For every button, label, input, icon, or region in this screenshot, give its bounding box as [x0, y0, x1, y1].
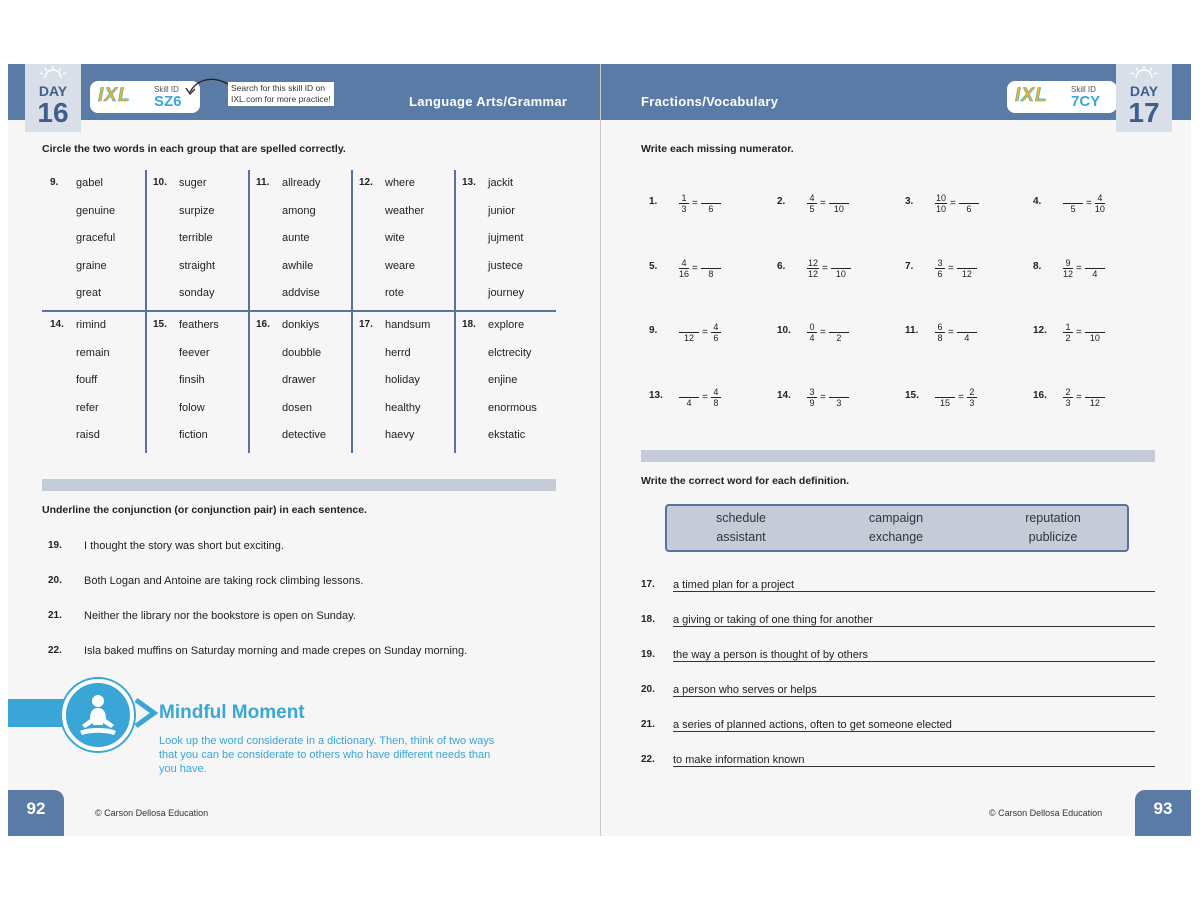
spelling-word[interactable]: junior — [488, 204, 515, 217]
blank-fraction[interactable] — [829, 193, 849, 214]
word-bank-item: assistant — [716, 530, 766, 544]
skill-id-label: Skill ID — [1071, 85, 1096, 94]
sun-rays-icon — [39, 65, 67, 79]
grid-divider-horizontal — [42, 310, 556, 312]
blank-fraction[interactable] — [829, 322, 849, 343]
fraction — [679, 193, 689, 214]
instruction-spelling: Circle the two words in each group that are spelled correctly. — [42, 143, 346, 155]
equals-sign: = — [820, 326, 826, 338]
problem-number: 4. — [1033, 196, 1042, 207]
fraction — [967, 387, 977, 408]
numerator: 3 — [807, 387, 817, 398]
meditation-person-icon — [66, 683, 130, 747]
denominator: 15 — [939, 397, 950, 408]
numerator: 2 — [1063, 387, 1073, 398]
definition-number: 22. — [641, 754, 655, 765]
spelling-word[interactable]: rote — [385, 287, 404, 299]
spelling-word[interactable]: weather — [385, 204, 425, 217]
numerator[interactable] — [679, 322, 699, 333]
fraction-equation — [807, 253, 851, 283]
denominator: 12 — [1089, 397, 1100, 408]
definition-text: the way a person is thought of by others — [673, 649, 872, 661]
group-number: 11. — [256, 177, 270, 188]
definition-text: to make information known — [673, 754, 808, 766]
spelling-word[interactable]: holiday — [385, 374, 420, 386]
copyright: © Carson Dellosa Education — [95, 808, 209, 818]
fraction-equation — [1063, 317, 1105, 347]
spelling-word[interactable]: wite — [385, 232, 405, 244]
numerator: 4 — [1095, 193, 1105, 204]
equals-sign: = — [1076, 391, 1082, 403]
equals-sign: = — [1076, 326, 1082, 338]
definition-item — [641, 579, 1155, 595]
denominator: 8 — [713, 397, 719, 408]
sentence-number: 19. — [48, 540, 62, 551]
skill-note-line1: Search for this skill ID on — [231, 83, 326, 93]
denominator: 5 — [1070, 203, 1076, 214]
spelling-word[interactable]: justece — [488, 259, 523, 272]
problem-number: 5. — [649, 261, 658, 272]
spelling-word[interactable]: weare — [385, 259, 415, 272]
denominator: 3 — [1065, 397, 1071, 408]
group-number: 12. — [359, 177, 373, 188]
spelling-word[interactable]: detective — [282, 429, 327, 441]
group-number: 15. — [153, 319, 167, 330]
equals-sign: = — [820, 391, 826, 403]
sentence-text[interactable]: I thought the story was short but exciting. — [84, 540, 284, 552]
spelling-word[interactable]: refer — [76, 401, 99, 414]
denominator: 4 — [809, 332, 815, 343]
spelling-word[interactable]: journey — [488, 287, 525, 299]
spelling-word[interactable]: genuine — [76, 204, 116, 217]
spelling-word[interactable]: allready — [282, 177, 321, 189]
denominator: 3 — [969, 397, 975, 408]
ixl-logo: IXL — [98, 85, 131, 106]
numerator: 1 — [1063, 322, 1073, 333]
spelling-word[interactable]: terrible — [179, 232, 213, 244]
problem-number: 14. — [777, 390, 791, 401]
skill-note-line2: IXL.com for more practice! — [231, 94, 331, 104]
spelling-word[interactable]: jujment — [488, 232, 524, 244]
answer-line[interactable] — [673, 731, 1155, 732]
blank-fraction[interactable] — [701, 258, 721, 279]
denominator: 6 — [966, 203, 972, 214]
denominator: 10 — [1089, 332, 1100, 343]
spelling-word[interactable]: doubble — [282, 346, 322, 359]
chevron-right-icon — [132, 698, 160, 728]
numerator[interactable] — [1085, 258, 1105, 269]
denominator: 4 — [1092, 268, 1098, 279]
fraction — [711, 387, 721, 408]
group-number: 13. — [462, 177, 476, 188]
day-badge-16 — [25, 64, 81, 132]
spelling-word[interactable]: feathers — [179, 319, 219, 331]
answer-line[interactable] — [673, 696, 1155, 697]
definition-number: 20. — [641, 684, 655, 695]
numerator[interactable] — [959, 193, 979, 204]
equals-sign: = — [1086, 197, 1092, 209]
day-label: DAY — [38, 83, 68, 99]
problem-number: 3. — [905, 196, 914, 207]
answer-line[interactable] — [673, 591, 1155, 592]
sun-rays-icon — [1130, 65, 1158, 79]
numerator: 0 — [807, 322, 817, 333]
denominator: 5 — [809, 203, 815, 214]
problem-number: 6. — [777, 261, 786, 272]
spelling-word[interactable]: fouff — [76, 374, 98, 386]
spelling-word[interactable]: herrd — [385, 346, 411, 359]
denominator: 8 — [708, 268, 714, 279]
word-bank-item: reputation — [1025, 511, 1081, 525]
numerator[interactable] — [829, 387, 849, 398]
denominator: 16 — [679, 268, 690, 279]
fraction-equation — [679, 317, 721, 347]
fraction-equation — [1063, 188, 1105, 218]
spelling-word[interactable]: remain — [76, 346, 110, 359]
fraction-equation — [807, 382, 849, 412]
section-divider — [641, 450, 1155, 462]
denominator: 10 — [1094, 203, 1105, 214]
fraction-equation — [807, 317, 849, 347]
denominator: 2 — [836, 332, 842, 343]
page-number: 92 — [8, 790, 64, 836]
spelling-word[interactable]: great — [76, 287, 102, 299]
equals-sign: = — [692, 197, 698, 209]
definition-number: 21. — [641, 719, 655, 730]
group-number: 17. — [359, 319, 373, 330]
definition-item — [641, 614, 1155, 630]
blank-fraction[interactable] — [831, 258, 851, 279]
instruction-fractions: Write each missing numerator. — [641, 143, 794, 155]
definition-item — [641, 719, 1155, 735]
numerator: 4 — [711, 387, 721, 398]
answer-line[interactable] — [673, 766, 1155, 767]
fraction — [935, 322, 945, 343]
day-number: 17 — [1128, 97, 1160, 128]
equals-sign: = — [948, 262, 954, 274]
fraction — [711, 322, 721, 343]
spelling-word[interactable]: dosen — [282, 401, 312, 414]
copyright: © Carson Dellosa Education — [989, 808, 1103, 818]
sentence-number: 21. — [48, 610, 62, 621]
problem-number: 12. — [1033, 325, 1047, 336]
denominator: 8 — [937, 332, 943, 343]
problem-number: 9. — [649, 325, 658, 336]
denominator: 12 — [961, 268, 972, 279]
numerator[interactable] — [831, 258, 851, 269]
group-number: 14. — [50, 319, 64, 330]
spelling-word[interactable]: sonday — [179, 287, 215, 299]
instruction-vocabulary: Write the correct word for each definition. — [641, 475, 850, 487]
fraction — [1063, 322, 1073, 343]
blank-fraction[interactable] — [679, 322, 699, 343]
spelling-word[interactable]: drawer — [282, 374, 316, 386]
spelling-word[interactable]: donkiys — [282, 319, 320, 331]
definition-item — [641, 754, 1155, 770]
spelling-word[interactable]: handsum — [385, 319, 431, 331]
header-title: Fractions/Vocabulary — [641, 94, 779, 109]
equals-sign: = — [1076, 262, 1082, 274]
numerator[interactable] — [1085, 387, 1105, 398]
skill-note — [228, 82, 334, 106]
denominator: 3 — [836, 397, 842, 408]
header-title: Language Arts/Grammar — [409, 94, 568, 109]
spelling-word[interactable]: aunte — [282, 232, 310, 244]
definition-text: a giving or taking of one thing for another — [673, 614, 877, 626]
skill-id-label: Skill ID — [154, 85, 179, 94]
definition-number: 19. — [641, 649, 655, 660]
page-number: 93 — [1135, 790, 1191, 836]
numerator: 4 — [711, 322, 721, 333]
numerator[interactable] — [701, 258, 721, 269]
spelling-word[interactable]: enjine — [488, 374, 518, 386]
fraction — [679, 258, 689, 279]
equals-sign: = — [702, 391, 708, 403]
numerator[interactable] — [679, 387, 699, 398]
spelling-word[interactable]: surpize — [179, 204, 215, 217]
answer-line[interactable] — [673, 626, 1155, 627]
fraction-equation — [935, 253, 977, 283]
problem-number: 10. — [777, 325, 791, 336]
definition-number: 17. — [641, 579, 655, 590]
fraction — [807, 322, 817, 343]
spelling-word[interactable]: suger — [179, 177, 207, 189]
definition-item — [641, 649, 1155, 665]
denominator: 4 — [964, 332, 970, 343]
denominator: 2 — [1065, 332, 1071, 343]
blank-fraction[interactable] — [679, 387, 699, 408]
blank-fraction[interactable] — [1085, 258, 1105, 279]
fraction — [807, 193, 817, 214]
day-badge-17 — [1116, 64, 1172, 132]
definition-text: a series of planned actions, often to get someone elected — [673, 719, 956, 731]
spelling-word[interactable]: straight — [179, 259, 216, 272]
spelling-word[interactable]: folow — [179, 401, 205, 414]
numerator[interactable] — [829, 193, 849, 204]
numerator[interactable] — [1063, 193, 1083, 204]
denominator: 6 — [937, 268, 943, 279]
fraction-equation — [679, 253, 721, 283]
word-bank-item: schedule — [715, 511, 767, 525]
problem-number: 7. — [905, 261, 914, 272]
numerator: 1 — [679, 193, 689, 204]
sentence-number: 20. — [48, 575, 62, 586]
denominator: 12 — [808, 268, 819, 279]
numerator[interactable] — [957, 322, 977, 333]
fraction — [807, 258, 819, 279]
numerator: 10 — [936, 192, 947, 203]
fraction-equation — [679, 382, 721, 412]
equals-sign: = — [692, 262, 698, 274]
fraction — [1095, 193, 1105, 214]
skill-id: SZ6 — [154, 93, 182, 110]
answer-line[interactable] — [673, 661, 1155, 662]
blank-fraction[interactable] — [959, 193, 979, 214]
ixl-logo: IXL — [1015, 85, 1048, 106]
numerator: 3 — [935, 258, 945, 269]
group-number: 9. — [50, 177, 59, 188]
spelling-word[interactable]: raisd — [76, 429, 100, 441]
blank-fraction[interactable] — [829, 387, 849, 408]
spelling-word[interactable]: rimind — [76, 319, 106, 331]
spelling-word[interactable]: healthy — [385, 401, 421, 414]
word-bank-item: publicize — [1028, 530, 1078, 544]
denominator: 10 — [835, 268, 846, 279]
spelling-word[interactable]: finsih — [179, 374, 205, 386]
spelling-word[interactable]: jackit — [488, 177, 514, 189]
fraction-equation — [935, 317, 977, 347]
denominator: 4 — [686, 397, 692, 408]
problem-number: 11. — [905, 325, 919, 336]
fraction-equation — [807, 188, 849, 218]
blank-fraction[interactable] — [1085, 387, 1105, 408]
spelling-word[interactable]: awhile — [282, 259, 314, 272]
fraction — [935, 258, 945, 279]
denominator: 12 — [683, 332, 694, 343]
day-number: 16 — [37, 97, 69, 128]
spelling-word[interactable]: explore — [488, 319, 525, 331]
definition-text: a timed plan for a project — [673, 579, 798, 591]
curved-arrow-icon — [184, 76, 232, 100]
equals-sign: = — [958, 391, 964, 403]
spelling-word[interactable]: elctrecity — [488, 346, 532, 359]
ixl-skill-box[interactable] — [1007, 81, 1117, 113]
day-label: DAY — [1129, 83, 1159, 99]
numerator: 4 — [807, 193, 817, 204]
spelling-word[interactable]: graceful — [76, 232, 116, 244]
denominator: 3 — [681, 203, 687, 214]
sentence-text[interactable]: Both Logan and Antoine are taking rock climbing lessons. — [84, 575, 364, 587]
sentence-text[interactable]: Isla baked muffins on Saturday morning and made crepes on Sunday morning. — [84, 645, 468, 657]
numerator[interactable] — [1085, 322, 1105, 333]
equals-sign: = — [702, 326, 708, 338]
spelling-word[interactable]: feever — [179, 346, 210, 359]
blank-fraction[interactable] — [1063, 193, 1083, 214]
fraction — [1063, 387, 1073, 408]
problem-number: 8. — [1033, 261, 1042, 272]
numerator: 12 — [808, 257, 819, 268]
denominator: 10 — [936, 203, 947, 214]
mindful-badge — [62, 679, 134, 751]
word-bank-item: exchange — [868, 530, 924, 544]
blank-fraction[interactable] — [1085, 322, 1105, 343]
denominator: 6 — [713, 332, 719, 343]
numerator[interactable] — [957, 258, 977, 269]
spelling-word[interactable]: among — [282, 204, 316, 217]
blank-fraction[interactable] — [957, 322, 977, 343]
instruction-conjunction: Underline the conjunction (or conjunction pair) in each sentence. — [42, 504, 367, 516]
equals-sign: = — [822, 262, 828, 274]
problem-number: 13. — [649, 390, 663, 401]
denominator: 12 — [1063, 268, 1074, 279]
blank-fraction[interactable] — [957, 258, 977, 279]
numerator: 4 — [679, 258, 689, 269]
skill-id: 7CY — [1071, 93, 1101, 110]
sentence-text[interactable]: Neither the library nor the bookstore is open on Sunday. — [84, 610, 356, 622]
sentence-number: 22. — [48, 645, 62, 656]
spelling-word[interactable]: enormous — [488, 401, 537, 414]
denominator: 6 — [708, 203, 714, 214]
fraction-equation — [1063, 382, 1105, 412]
definition-number: 18. — [641, 614, 655, 625]
section-divider — [42, 479, 556, 491]
spelling-word[interactable]: graine — [76, 259, 107, 272]
group-number: 10. — [153, 177, 167, 188]
equals-sign: = — [950, 197, 956, 209]
fraction-equation — [679, 188, 721, 218]
fraction-equation — [935, 188, 979, 218]
spelling-word[interactable]: addvise — [282, 287, 320, 299]
fraction — [807, 387, 817, 408]
problem-number: 16. — [1033, 390, 1047, 401]
fraction-equation — [1063, 253, 1105, 283]
right-page — [600, 64, 1191, 836]
spelling-word[interactable]: gabel — [76, 177, 103, 189]
fraction — [935, 193, 947, 214]
denominator: 10 — [833, 203, 844, 214]
blank-fraction[interactable] — [701, 193, 721, 214]
left-page — [8, 64, 600, 836]
blank-fraction[interactable] — [935, 387, 955, 408]
numerator[interactable] — [701, 193, 721, 204]
numerator: 2 — [967, 387, 977, 398]
group-number: 18. — [462, 319, 476, 330]
definition-item — [641, 684, 1155, 700]
definition-text: a person who serves or helps — [673, 684, 821, 696]
mindful-text: Look up the word considerate in a dictionary. Then, think of two ways that you can be considerate to others who have different needs than you have. — [159, 735, 495, 775]
equals-sign: = — [948, 326, 954, 338]
equals-sign: = — [820, 197, 826, 209]
word-bank — [665, 504, 1129, 552]
problem-number: 15. — [905, 390, 919, 401]
spelling-word[interactable]: haevy — [385, 429, 415, 441]
spelling-word[interactable]: where — [385, 177, 415, 189]
numerator[interactable] — [935, 387, 955, 398]
problem-number: 2. — [777, 196, 786, 207]
spelling-word[interactable]: fiction — [179, 429, 208, 441]
mindful-title: Mindful Moment — [159, 702, 305, 723]
denominator: 9 — [809, 397, 815, 408]
problem-number: 1. — [649, 196, 658, 207]
numerator[interactable] — [829, 322, 849, 333]
group-number: 16. — [256, 319, 270, 330]
numerator: 9 — [1063, 258, 1073, 269]
word-bank-item: campaign — [868, 511, 924, 525]
spelling-word[interactable]: ekstatic — [488, 429, 526, 441]
numerator: 6 — [935, 322, 945, 333]
fraction — [1063, 258, 1073, 279]
fraction-equation — [935, 382, 977, 412]
